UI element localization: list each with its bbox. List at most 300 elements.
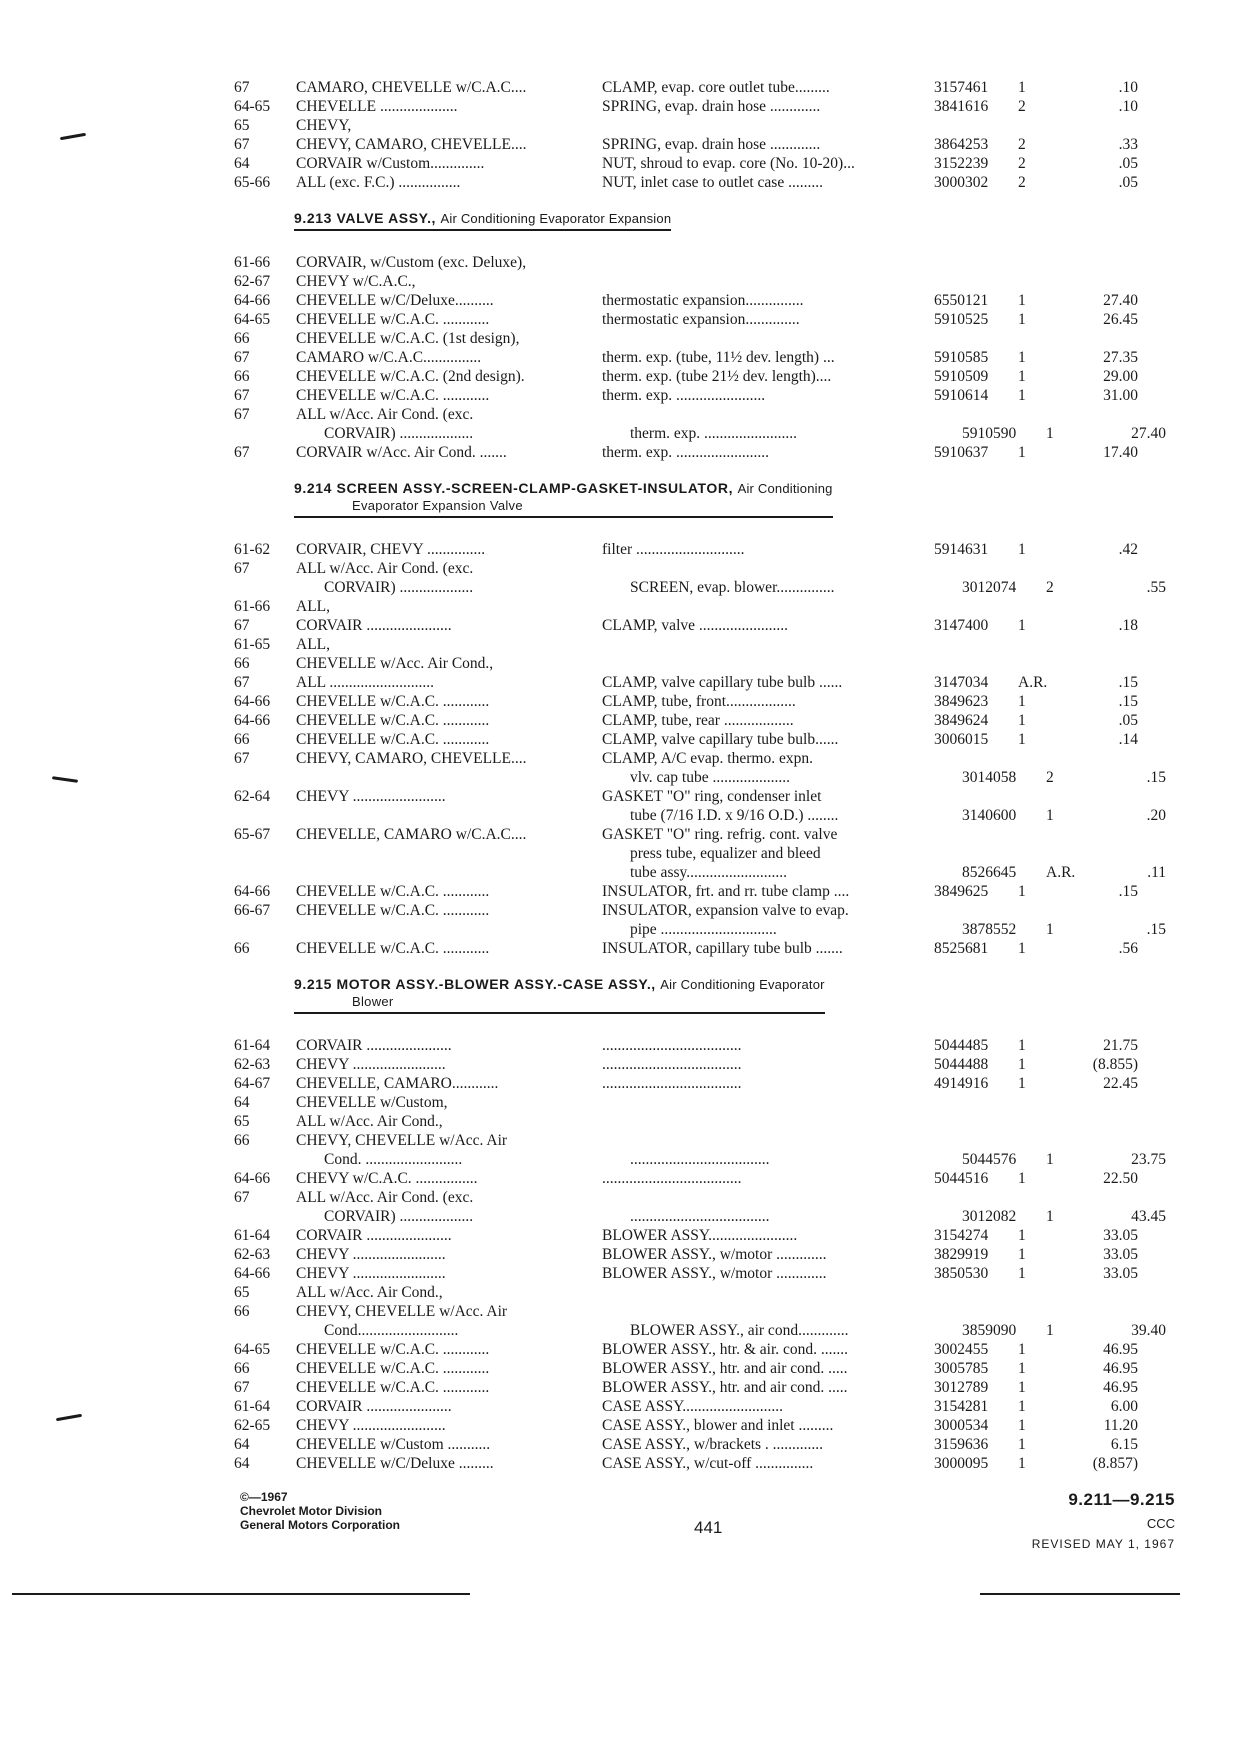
list-price: 21.75 <box>1103 1037 1138 1054</box>
quantity: 1 <box>1018 1246 1026 1263</box>
quantity: 2 <box>1046 769 1054 786</box>
model-year: 64-66 <box>234 1170 271 1187</box>
catalog-row <box>234 329 1164 348</box>
model-year: 66 <box>234 1303 250 1320</box>
quantity: 1 <box>1018 1455 1026 1472</box>
model-year: 67 <box>234 1379 250 1396</box>
model-year: 61-64 <box>234 1398 271 1415</box>
quantity: 1 <box>1046 807 1054 824</box>
catalog-row <box>234 1188 1164 1207</box>
model-application: CHEVELLE w/C.A.C. ............ <box>296 940 490 957</box>
list-price: .42 <box>1118 541 1138 558</box>
part-number: 3147034 <box>934 674 989 691</box>
model-application: CHEVY ........................ <box>296 1265 446 1282</box>
catalog-row <box>234 939 1164 958</box>
part-number: 3849623 <box>934 693 989 710</box>
part-number: 3159636 <box>934 1436 989 1453</box>
part-description: GASKET "O" ring. refrig. cont. valve <box>602 826 838 843</box>
section-9-215-title: 9.215 MOTOR ASSY.-BLOWER ASSY.-CASE ASSY., <box>294 976 656 992</box>
list-price: .20 <box>1146 807 1166 824</box>
quantity: 1 <box>1018 368 1026 385</box>
list-price: 22.45 <box>1103 1075 1138 1092</box>
part-number: 5044516 <box>934 1170 989 1187</box>
catalog-row <box>234 1321 1164 1340</box>
model-application: ALL w/Acc. Air Cond., <box>296 1284 443 1301</box>
catalog-row <box>234 768 1164 787</box>
quantity: 1 <box>1018 1170 1026 1187</box>
model-year: 61-64 <box>234 1227 271 1244</box>
catalog-row <box>234 559 1164 578</box>
catalog-row <box>234 1169 1164 1188</box>
model-application: CHEVY ........................ <box>296 1417 446 1434</box>
list-price: .05 <box>1118 155 1138 172</box>
revision-date: REVISED MAY 1, 1967 <box>1031 1537 1175 1551</box>
part-number: 4914916 <box>934 1075 989 1092</box>
catalog-row <box>234 673 1164 692</box>
part-description: tube assy.......................... <box>630 864 787 881</box>
catalog-row <box>234 920 1164 939</box>
model-year: 66 <box>234 1360 250 1377</box>
catalog-row <box>234 692 1164 711</box>
model-year: 65 <box>234 1113 250 1130</box>
part-number: 3152239 <box>934 155 989 172</box>
part-description: CLAMP, valve ....................... <box>602 617 788 634</box>
quantity: 1 <box>1018 292 1026 309</box>
part-number: 5044488 <box>934 1056 989 1073</box>
page-footer <box>240 1490 1175 1560</box>
part-description: NUT, shroud to evap. core (No. 10-20)... <box>602 155 855 172</box>
part-number: 3147400 <box>934 617 989 634</box>
catalog-row <box>234 1207 1164 1226</box>
copyright: ©—1967 <box>240 1490 288 1504</box>
list-price: 33.05 <box>1103 1265 1138 1282</box>
parts-catalog-page <box>234 78 1164 1473</box>
part-description: .................................... <box>602 1170 742 1187</box>
part-number: 3829919 <box>934 1246 989 1263</box>
part-description: therm. exp. ........................ <box>630 425 798 442</box>
model-year: 66 <box>234 1132 250 1149</box>
list-price: .15 <box>1146 769 1166 786</box>
quantity: 1 <box>1046 921 1054 938</box>
model-application: CHEVY, <box>296 117 352 134</box>
quantity: 2 <box>1046 579 1054 596</box>
model-application: CHEVELLE w/Custom, <box>296 1094 448 1111</box>
catalog-row <box>234 443 1164 462</box>
quantity: 1 <box>1018 1227 1026 1244</box>
publisher-block <box>240 1490 400 1532</box>
catalog-row <box>234 1226 1164 1245</box>
model-application: CORVAIR w/Acc. Air Cond. ....... <box>296 444 507 461</box>
binding-mark <box>56 1414 82 1421</box>
part-description: thermostatic expansion.............. <box>602 311 800 328</box>
model-application: CORVAIR, CHEVY ............... <box>296 541 486 558</box>
part-description: CASE ASSY., w/cut-off ............... <box>602 1455 814 1472</box>
catalog-row <box>234 654 1164 673</box>
list-price: .10 <box>1118 79 1138 96</box>
list-price: 33.05 <box>1103 1227 1138 1244</box>
model-application: CHEVY w/C.A.C., <box>296 273 416 290</box>
quantity: A.R. <box>1046 864 1076 881</box>
catalog-row <box>234 173 1164 192</box>
list-price: .15 <box>1118 674 1138 691</box>
model-application: CHEVELLE w/C.A.C. ............ <box>296 902 490 919</box>
part-number: 5910509 <box>934 368 989 385</box>
part-description: SPRING, evap. drain hose ............. <box>602 136 821 153</box>
catalog-row <box>234 1359 1164 1378</box>
catalog-row <box>234 154 1164 173</box>
part-description: CLAMP, valve capillary tube bulb...... <box>602 731 839 748</box>
model-application: CHEVELLE w/C.A.C. ............ <box>296 1379 490 1396</box>
catalog-row <box>234 863 1164 882</box>
part-description: thermostatic expansion............... <box>602 292 804 309</box>
model-year: 67 <box>234 617 250 634</box>
catalog-row <box>234 272 1164 291</box>
model-application: CHEVELLE w/C/Deluxe ......... <box>296 1455 494 1472</box>
catalog-row <box>234 730 1164 749</box>
quantity: 1 <box>1046 1208 1054 1225</box>
part-description: therm. exp. (tube 21½ dev. length).... <box>602 368 832 385</box>
list-price: 46.95 <box>1103 1360 1138 1377</box>
model-application: ALL w/Acc. Air Cond. (exc. <box>296 406 474 423</box>
part-description: INSULATOR, frt. and rr. tube clamp .... <box>602 883 850 900</box>
binding-mark <box>52 776 78 783</box>
part-description: filter ............................ <box>602 541 745 558</box>
catalog-row <box>234 1036 1164 1055</box>
part-description: GASKET "O" ring, condenser inlet <box>602 788 822 805</box>
section-9-214-subtitle2: Evaporator Expansion Valve <box>352 498 523 513</box>
model-application: CHEVELLE w/C.A.C. ............ <box>296 731 490 748</box>
model-application: CHEVELLE w/C.A.C. ............ <box>296 387 490 404</box>
list-price: 17.40 <box>1103 444 1138 461</box>
catalog-row <box>234 1131 1164 1150</box>
bottom-rule-left <box>12 1593 470 1595</box>
part-description: therm. exp. ....................... <box>602 387 766 404</box>
section-9-213-subtitle: Air Conditioning Evaporator Expansion <box>440 211 672 226</box>
top-rows <box>234 78 1164 192</box>
list-price: .11 <box>1147 864 1166 881</box>
part-number: 3157461 <box>934 79 989 96</box>
list-price: 43.45 <box>1131 1208 1166 1225</box>
catalog-row <box>234 540 1164 559</box>
part-number: 3154274 <box>934 1227 989 1244</box>
part-number: 3850530 <box>934 1265 989 1282</box>
model-year: 62-67 <box>234 273 271 290</box>
model-year: 65-67 <box>234 826 271 843</box>
part-number: 5910614 <box>934 387 989 404</box>
catalog-row <box>234 386 1164 405</box>
quantity: 1 <box>1018 1037 1026 1054</box>
catalog-row <box>234 348 1164 367</box>
list-price: 29.00 <box>1103 368 1138 385</box>
catalog-row <box>234 787 1164 806</box>
part-description: BLOWER ASSY., w/motor ............. <box>602 1246 827 1263</box>
part-description: BLOWER ASSY., air cond............. <box>630 1322 849 1339</box>
quantity: A.R. <box>1018 674 1048 691</box>
quantity: 1 <box>1018 693 1026 710</box>
quantity: 1 <box>1018 1056 1026 1073</box>
part-number: 5910590 <box>962 425 1017 442</box>
model-application: CORVAIR ...................... <box>296 1227 452 1244</box>
model-year: 64-66 <box>234 693 271 710</box>
model-application: CHEVELLE w/Custom ........... <box>296 1436 491 1453</box>
quantity: 1 <box>1018 1360 1026 1377</box>
model-year: 61-64 <box>234 1037 271 1054</box>
quantity: 1 <box>1018 1379 1026 1396</box>
catalog-row <box>234 901 1164 920</box>
model-application: ALL w/Acc. Air Cond. (exc. <box>296 1189 474 1206</box>
part-description: BLOWER ASSY., htr. and air cond. ..... <box>602 1379 848 1396</box>
model-year: 62-64 <box>234 788 271 805</box>
section-9-213-heading <box>294 210 1164 231</box>
model-application: CORVAIR ...................... <box>296 617 452 634</box>
list-price: .14 <box>1118 731 1138 748</box>
catalog-row <box>234 1055 1164 1074</box>
model-year: 67 <box>234 387 250 404</box>
model-year: 61-65 <box>234 636 271 653</box>
list-price: 33.05 <box>1103 1246 1138 1263</box>
catalog-row <box>234 1264 1164 1283</box>
list-price: 6.15 <box>1110 1436 1138 1453</box>
part-description: .................................... <box>602 1056 742 1073</box>
model-year: 64-66 <box>234 883 271 900</box>
quantity: 1 <box>1018 1398 1026 1415</box>
list-price: 39.40 <box>1131 1322 1166 1339</box>
quantity: 1 <box>1018 541 1026 558</box>
part-description: therm. exp. (tube, 11½ dev. length) ... <box>602 349 835 366</box>
part-description: BLOWER ASSY., w/motor ............. <box>602 1265 827 1282</box>
part-description: .................................... <box>602 1075 742 1092</box>
catalog-row <box>234 1397 1164 1416</box>
model-application: CHEVY, CHEVELLE w/Acc. Air <box>296 1132 508 1149</box>
model-year: 67 <box>234 560 250 577</box>
catalog-row <box>234 78 1164 97</box>
model-year: 61-66 <box>234 598 271 615</box>
model-application: CHEVY ........................ <box>296 1246 446 1263</box>
quantity: 1 <box>1018 617 1026 634</box>
model-application: ALL (exc. F.C.) ................ <box>296 174 461 191</box>
section-9-214-title: 9.214 SCREEN ASSY.-SCREEN-CLAMP-GASKET-INSULATOR, <box>294 480 734 496</box>
model-application: ALL ........................... <box>296 674 435 691</box>
section-9-214-subtitle: Air Conditioning <box>737 481 833 496</box>
catalog-row <box>234 1112 1164 1131</box>
part-number: 3000534 <box>934 1417 989 1434</box>
part-number: 6550121 <box>934 292 989 309</box>
model-year: 64 <box>234 1455 250 1472</box>
part-number: 3000095 <box>934 1455 989 1472</box>
list-price: .10 <box>1118 98 1138 115</box>
section-9-215-subtitle: Air Conditioning Evaporator <box>660 977 825 992</box>
list-price: .05 <box>1118 712 1138 729</box>
catalog-row <box>234 1074 1164 1093</box>
model-application: CHEVY ........................ <box>296 788 446 805</box>
catalog-row <box>234 578 1164 597</box>
list-price: 27.35 <box>1103 349 1138 366</box>
model-application: CHEVELLE w/C.A.C. ............ <box>296 712 490 729</box>
catalog-row <box>234 1245 1164 1264</box>
list-price: 26.45 <box>1103 311 1138 328</box>
part-number: 3012789 <box>934 1379 989 1396</box>
model-year: 66 <box>234 655 250 672</box>
catalog-row <box>234 1093 1164 1112</box>
quantity: 1 <box>1046 1151 1054 1168</box>
catalog-row <box>234 597 1164 616</box>
model-year: 62-63 <box>234 1056 271 1073</box>
part-description: BLOWER ASSY., htr. and air cond. ..... <box>602 1360 848 1377</box>
catalog-row <box>234 806 1164 825</box>
model-application: CHEVELLE w/C.A.C. ............ <box>296 1341 490 1358</box>
part-description: vlv. cap tube .................... <box>630 769 790 786</box>
quantity: 1 <box>1018 311 1026 328</box>
quantity: 1 <box>1018 1341 1026 1358</box>
model-application: ALL w/Acc. Air Cond., <box>296 1113 443 1130</box>
quantity: 1 <box>1018 444 1026 461</box>
catalog-row <box>234 749 1164 768</box>
model-application: CHEVELLE w/C.A.C. ............ <box>296 883 490 900</box>
catalog-row <box>234 1454 1164 1473</box>
catalog-row <box>234 1378 1164 1397</box>
bottom-rule-right <box>980 1593 1180 1595</box>
part-number: 3864253 <box>934 136 989 153</box>
model-application: CHEVELLE .................... <box>296 98 458 115</box>
model-application: Cond.......................... <box>324 1322 459 1339</box>
model-application: CORVAIR w/Custom.............. <box>296 155 485 172</box>
model-application: ALL w/Acc. Air Cond. (exc. <box>296 560 474 577</box>
catalog-row <box>234 116 1164 135</box>
list-price: .55 <box>1146 579 1166 596</box>
model-year: 64-66 <box>234 1265 271 1282</box>
catalog-row <box>234 1302 1164 1321</box>
model-application: CHEVELLE w/C.A.C. (1st design), <box>296 330 520 347</box>
part-description: tube (7/16 I.D. x 9/16 O.D.) ........ <box>630 807 839 824</box>
list-price: 22.50 <box>1103 1170 1138 1187</box>
catalog-row <box>234 635 1164 654</box>
list-price: 27.40 <box>1103 292 1138 309</box>
model-year: 67 <box>234 444 250 461</box>
model-year: 64 <box>234 1436 250 1453</box>
model-application: CORVAIR ...................... <box>296 1398 452 1415</box>
model-application: CORVAIR) ................... <box>324 1208 474 1225</box>
section-9-215-subtitle2: Blower <box>352 994 394 1009</box>
section-9-213-title: 9.213 VALVE ASSY., <box>294 210 437 226</box>
catalog-row <box>234 310 1164 329</box>
list-price: .15 <box>1146 921 1166 938</box>
model-application: CHEVELLE w/C.A.C. ............ <box>296 311 490 328</box>
model-year: 64-66 <box>234 292 271 309</box>
model-application: CHEVELLE w/C/Deluxe.......... <box>296 292 494 309</box>
quantity: 1 <box>1018 883 1026 900</box>
model-application: CHEVELLE w/C.A.C. (2nd design). <box>296 368 525 385</box>
quantity: 1 <box>1046 1322 1054 1339</box>
part-description: CASE ASSY., w/brackets . ............. <box>602 1436 824 1453</box>
part-description: NUT, inlet case to outlet case ......... <box>602 174 823 191</box>
model-application: CHEVY w/C.A.C. ................ <box>296 1170 478 1187</box>
catalog-row <box>234 825 1164 844</box>
model-application: CHEVY, CAMARO, CHEVELLE.... <box>296 136 527 153</box>
footer-right <box>1032 1490 1175 1551</box>
list-price: 23.75 <box>1131 1151 1166 1168</box>
quantity: 1 <box>1018 731 1026 748</box>
list-price: .33 <box>1118 136 1138 153</box>
catalog-row <box>234 135 1164 154</box>
part-number: 5044485 <box>934 1037 989 1054</box>
quantity: 1 <box>1018 387 1026 404</box>
list-price: 46.95 <box>1103 1341 1138 1358</box>
part-number: 5910637 <box>934 444 989 461</box>
section-9-215-heading <box>294 976 1164 1014</box>
list-price: .18 <box>1118 617 1138 634</box>
part-description: BLOWER ASSY....................... <box>602 1227 798 1244</box>
quantity: 2 <box>1018 98 1026 115</box>
catalog-row <box>234 711 1164 730</box>
quantity: 2 <box>1018 174 1026 191</box>
model-year: 64 <box>234 1094 250 1111</box>
model-year: 67 <box>234 674 250 691</box>
catalog-row <box>234 1150 1164 1169</box>
model-year: 62-65 <box>234 1417 271 1434</box>
part-description: pipe .............................. <box>630 921 777 938</box>
part-description: CASE ASSY., blower and inlet ......... <box>602 1417 834 1434</box>
list-price: .05 <box>1118 174 1138 191</box>
part-description: CLAMP, evap. core outlet tube......... <box>602 79 830 96</box>
list-price: 46.95 <box>1103 1379 1138 1396</box>
part-description: SPRING, evap. drain hose ............. <box>602 98 821 115</box>
section-9-215-rows <box>234 1036 1164 1473</box>
model-application: CORVAIR, w/Custom (exc. Deluxe), <box>296 254 527 271</box>
model-year: 67 <box>234 349 250 366</box>
model-year: 65 <box>234 117 250 134</box>
model-application: CAMARO w/C.A.C............... <box>296 349 482 366</box>
model-year: 65 <box>234 1284 250 1301</box>
catalog-row <box>234 1283 1164 1302</box>
model-year: 67 <box>234 79 250 96</box>
model-application: CAMARO, CHEVELLE w/C.A.C.... <box>296 79 527 96</box>
part-number: 3006015 <box>934 731 989 748</box>
quantity: 1 <box>1018 940 1026 957</box>
part-description: press tube, equalizer and bleed <box>630 845 821 862</box>
model-year: 64-65 <box>234 98 271 115</box>
quantity: 1 <box>1018 1436 1026 1453</box>
part-number: 3014058 <box>962 769 1017 786</box>
model-application: Cond. ......................... <box>324 1151 463 1168</box>
model-year: 66 <box>234 330 250 347</box>
part-number: 3849624 <box>934 712 989 729</box>
part-number: 3002455 <box>934 1341 989 1358</box>
model-year: 65-66 <box>234 174 271 191</box>
model-year: 61-62 <box>234 541 271 558</box>
part-description: SCREEN, evap. blower............... <box>630 579 835 596</box>
model-year: 66 <box>234 368 250 385</box>
part-number: 5044576 <box>962 1151 1017 1168</box>
part-description: CLAMP, valve capillary tube bulb ...... <box>602 674 843 691</box>
part-number: 8525681 <box>934 940 989 957</box>
corporation: General Motors Corporation <box>240 1518 401 1532</box>
part-description: CLAMP, tube, rear .................. <box>602 712 794 729</box>
part-number: 3154281 <box>934 1398 989 1415</box>
catalog-row <box>234 1435 1164 1454</box>
section-9-214-heading <box>294 480 1164 518</box>
list-price: (8.855) <box>1092 1056 1138 1073</box>
division: Chevrolet Motor Division <box>240 1504 383 1518</box>
part-number: 3859090 <box>962 1322 1017 1339</box>
part-number: 3878552 <box>962 921 1017 938</box>
model-year: 67 <box>234 406 250 423</box>
catalog-row <box>234 253 1164 272</box>
list-price: .15 <box>1118 693 1138 710</box>
model-year: 62-63 <box>234 1246 271 1263</box>
part-description: CASE ASSY.......................... <box>602 1398 784 1415</box>
quantity: 2 <box>1018 136 1026 153</box>
list-price: .56 <box>1118 940 1138 957</box>
